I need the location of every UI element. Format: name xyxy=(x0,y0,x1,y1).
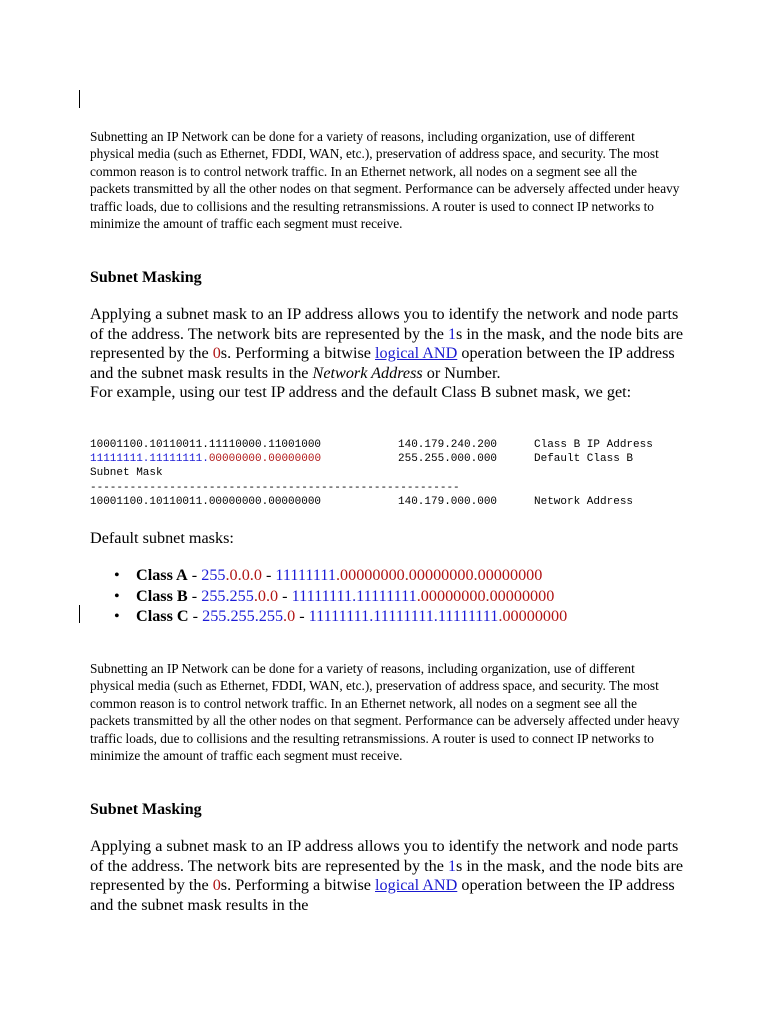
example-table xyxy=(90,438,690,509)
table-separator: -------------------------------------------------------- xyxy=(90,481,460,494)
table-row: 10001100.10110011.11110000.11001000 140.179.240.200 Class B IP Address xyxy=(90,439,653,451)
table-row: 10001100.10110011.00000000.00000000 140.179.000.000 Network Address xyxy=(90,495,634,508)
list-item: • Class A - 255.0.0.0 - 11111111.00000000.00000000.00000000 xyxy=(90,565,567,586)
section-heading: Subnet Masking xyxy=(90,269,202,286)
list-item: • Class C - 255.255.255.0 - 11111111.11111111.11111111.00000000 xyxy=(90,606,567,627)
subnet-mask-paragraph: Applying a subnet mask to an IP address allows you to identify the network and node parts of the address. The network bits are represented by the 1s in the mask, and the node bits are represented by the 0s. Performing a bitwise logical AND operation between the IP address and the subnet mask results in the Network Address or Number. For example, using our test IP address and the default Class B subnet mask, we get: xyxy=(90,305,684,402)
subnet-mask-paragraph: Applying a subnet mask to an IP address allows you to identify the network and node parts of the address. The network bits are represented by the 1s in the mask, and the node bits are represented by the 0s. Performing a bitwise logical AND operation between the IP address and the subnet mask results in the xyxy=(90,837,684,914)
section-heading: Subnet Masking xyxy=(90,801,202,818)
table-row-wrap: Subnet Mask xyxy=(90,467,163,480)
intro-paragraph: Subnetting an IP Network can be done for a variety of reasons, including organization, use of different physical media (such as Ethernet, FDDI, WAN, etc.), preservation of address space, and security. The most common reason is to control network traffic. In an Ethernet network, all nodes on a segment see all the packets transmitted by all the other nodes on that segment. Performance can be adversely affected under heavy traffic loads, due to collisions and the resulting retransmissions. A router is used to connect IP networks to minimize the amount of traffic each segment must receive. xyxy=(90,129,680,232)
intro-paragraph: Subnetting an IP Network can be done for a variety of reasons, including organization, use of different physical media (such as Ethernet, FDDI, WAN, etc.), preservation of address space, and security. The most common reason is to control network traffic. In an Ethernet network, all nodes on a segment see all the packets transmitted by all the other nodes on that segment. Performance can be adversely affected under heavy traffic loads, due to collisions and the resulting retransmissions. A router is used to connect IP networks to minimize the amount of traffic each segment must receive. xyxy=(90,661,680,764)
table-row: 11111111.11111111.00000000.00000000 255.255.000.000 Default Class B xyxy=(90,453,634,466)
list-item: • Class B - 255.255.0.0 - 11111111.11111111.00000000.00000000 xyxy=(90,586,567,607)
logical-and-link[interactable]: logical AND xyxy=(375,876,458,895)
class-list xyxy=(90,565,567,627)
text-cursor xyxy=(79,605,80,623)
logical-and-link[interactable]: logical AND xyxy=(375,344,458,363)
default-masks-label: Default subnet masks: xyxy=(90,529,234,547)
text-cursor xyxy=(79,90,80,108)
example-line: For example, using our test IP address and the default Class B subnet mask, we get: xyxy=(90,383,632,402)
